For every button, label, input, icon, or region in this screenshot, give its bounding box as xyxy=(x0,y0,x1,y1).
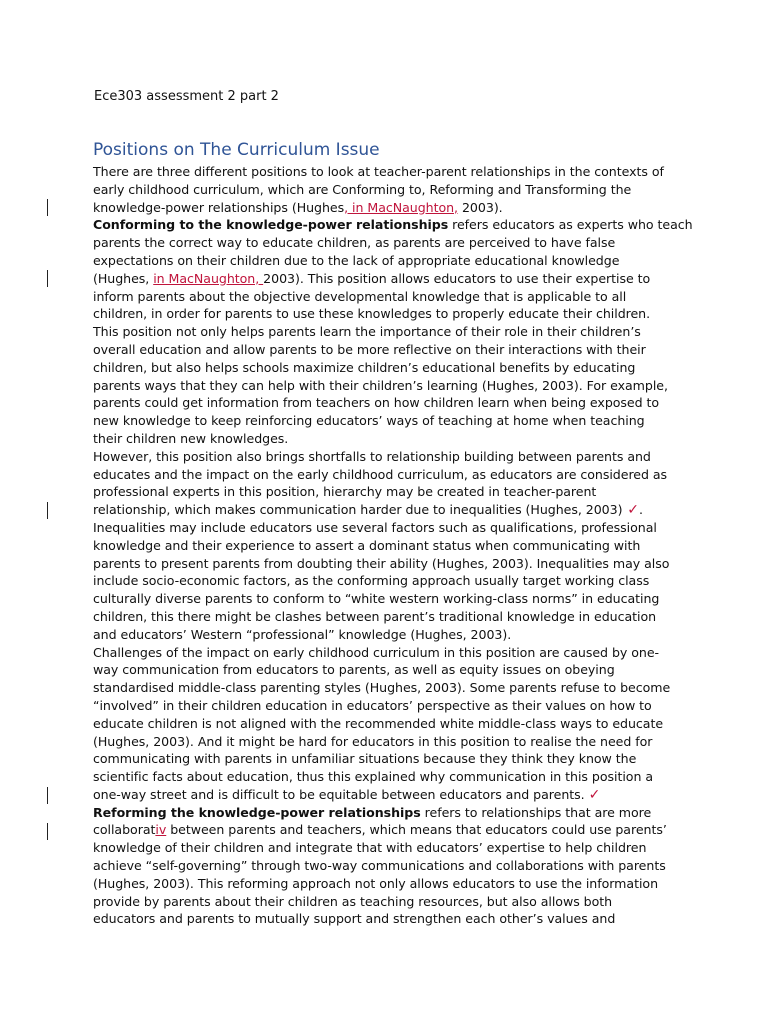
text-run: (Hughes, 2003). This reforming approach not only allows educators to use the information xyxy=(93,875,658,891)
text-run: one-way street and is difficult to be equitable between educators and parents. xyxy=(93,786,589,802)
body-text xyxy=(93,163,693,928)
text-line xyxy=(93,216,693,234)
text-run: refers to relationships that are more xyxy=(420,804,652,820)
text-run: (Hughes, xyxy=(93,270,154,286)
text-line xyxy=(93,750,683,768)
change-bar xyxy=(47,270,48,287)
text-run: scientific facts about education, thus this explained why communication in this position a xyxy=(93,769,653,785)
text-line xyxy=(93,590,683,608)
text-run: inform parents about the objective developmental knowledge that is applicable to all xyxy=(93,288,627,304)
text-run: standardised middle-class parenting styles (Hughes, 2003). Some parents refuse to become xyxy=(93,680,671,696)
document-title: Ece303 assessment 2 part 2 xyxy=(94,89,279,104)
text-line xyxy=(93,910,683,928)
tracked-insertion: , in MacNaughton, xyxy=(344,199,459,215)
text-run: Challenges of the impact on early childhood curriculum in this position are caused by one- xyxy=(93,644,660,660)
text-line xyxy=(93,661,683,679)
text-run: relationship, which makes communication harder due to inequalities (Hughes, 2003) xyxy=(93,502,623,518)
text-line xyxy=(93,519,683,537)
text-line xyxy=(93,715,683,733)
text-run: collaborat xyxy=(93,822,156,838)
text-line xyxy=(93,305,683,323)
text-line xyxy=(93,466,683,484)
text-line xyxy=(93,234,683,252)
text-line xyxy=(93,733,683,751)
text-run: provide by parents about their children as teaching resources, but also allows both xyxy=(93,893,613,909)
text-line xyxy=(93,768,683,786)
text-run: children, this there might be clashes between parent’s traditional knowledge in education xyxy=(93,608,657,624)
text-run: educate children is not aligned with the recommended white middle-class ways to educate xyxy=(93,715,664,731)
text-run: between parents and teachers, which means that educators could use parents’ xyxy=(166,822,667,838)
text-line xyxy=(93,359,683,377)
text-run: 2003). This position allows educators to use their expertise to xyxy=(263,270,651,286)
text-line xyxy=(93,572,683,590)
text-line xyxy=(93,893,683,911)
text-line xyxy=(93,857,683,875)
text-line xyxy=(93,323,683,341)
change-bar xyxy=(47,823,48,840)
text-run: This position not only helps parents learn the importance of their role in their children’s xyxy=(93,324,641,340)
text-line xyxy=(93,555,683,573)
text-run: educates and the impact on the early childhood curriculum, as educators are considered as xyxy=(93,466,668,482)
text-run: achieve “self-governing” through two-way communications and collaborations with parents xyxy=(93,858,666,874)
text-line xyxy=(93,608,683,626)
text-line xyxy=(93,430,683,448)
bold-heading-run: Reforming the knowledge-power relationships xyxy=(93,804,421,820)
text-line xyxy=(93,697,683,715)
text-run: parents ways that they can help with their children’s learning (Hughes, 2003). For example, xyxy=(93,377,668,393)
text-run: way communication from educators to parents, as well as equity issues on obeying xyxy=(93,662,615,678)
checkmark-icon: ✓ xyxy=(588,786,601,803)
text-run: educators and parents to mutually support and strengthen each other’s values and xyxy=(93,911,616,927)
text-line xyxy=(93,804,683,822)
text-line xyxy=(93,839,683,857)
text-run: knowledge of their children and integrate that with educators’ expertise to help children xyxy=(93,840,647,856)
change-bar xyxy=(47,787,48,804)
text-line xyxy=(93,448,683,466)
text-line xyxy=(93,821,683,839)
text-line xyxy=(93,270,683,288)
text-line xyxy=(93,394,683,412)
text-line xyxy=(93,252,683,270)
text-run: refers educators as experts who teach xyxy=(448,217,693,233)
tracked-insertion: in MacNaughton, xyxy=(153,270,264,286)
text-run: 2003). xyxy=(458,199,503,215)
text-run: . xyxy=(638,502,643,518)
text-run: new knowledge to keep reinforcing educators’ ways of teaching at home when teaching xyxy=(93,413,645,429)
text-line xyxy=(93,483,683,501)
text-line xyxy=(93,679,683,697)
text-line xyxy=(93,288,683,306)
bold-heading-run: Conforming to the knowledge-power relationships xyxy=(93,217,449,233)
text-run: parents the correct way to educate children, as parents are perceived to have false xyxy=(93,235,616,251)
text-line xyxy=(93,341,683,359)
text-line xyxy=(93,537,683,555)
text-run: However, this position also brings shortfalls to relationship building between parents and xyxy=(93,448,651,464)
text-line xyxy=(93,163,683,181)
text-run: There are three different positions to look at teacher-parent relationships in the contexts of xyxy=(93,164,664,179)
text-line xyxy=(93,786,683,804)
text-run: parents to present parents from doubting their ability (Hughes, 2003). Inequalities may also xyxy=(93,555,670,571)
checkmark-icon: ✓ xyxy=(622,502,639,519)
text-run: communicating with parents in unfamiliar situations because they think they know the xyxy=(93,751,637,767)
text-run: early childhood curriculum, which are Conforming to, Reforming and Transforming the xyxy=(93,181,632,197)
text-run: children, but also helps schools maximize children’s educational benefits by educating xyxy=(93,359,636,375)
text-run: children, in order for parents to use these knowledges to properly educate their children. xyxy=(93,306,651,322)
tracked-insertion: iv xyxy=(155,822,167,838)
text-line xyxy=(93,412,683,430)
text-run: knowledge and their experience to assert a dominant status when communicating with xyxy=(93,537,641,553)
text-line xyxy=(93,181,683,199)
text-line xyxy=(93,626,683,644)
section-heading: Positions on The Curriculum Issue xyxy=(93,140,380,160)
text-run: professional experts in this position, hierarchy may be created in teacher-parent xyxy=(93,484,597,500)
text-run: knowledge-power relationships (Hughes xyxy=(93,199,345,215)
text-line xyxy=(93,644,683,662)
change-bar xyxy=(47,199,48,216)
text-line xyxy=(93,199,683,217)
text-run: their children new knowledges. xyxy=(93,430,289,446)
text-run: culturally diverse parents to conform to “white western working-class norms” in educating xyxy=(93,591,660,607)
text-run: include socio-economic factors, as the conforming approach usually target working class xyxy=(93,573,650,589)
text-run: Inequalities may include educators use several factors such as qualifications, professional xyxy=(93,519,657,535)
text-run: (Hughes, 2003). And it might be hard for educators in this position to realise the need for xyxy=(93,733,653,749)
text-line xyxy=(93,875,683,893)
text-run: and educators’ Western “professional” knowledge (Hughes, 2003). xyxy=(93,626,512,642)
text-run: expectations on their children due to the lack of appropriate educational knowledge xyxy=(93,252,620,268)
change-bar xyxy=(47,502,48,519)
text-run: “involved” in their children education in educators’ perspective as their values on how to xyxy=(93,697,652,713)
text-run: parents could get information from teachers on how children learn when being exposed to xyxy=(93,395,660,411)
text-line xyxy=(93,377,683,395)
text-line xyxy=(93,501,683,519)
text-run: overall education and allow parents to be more reflective on their interactions with their xyxy=(93,341,646,357)
